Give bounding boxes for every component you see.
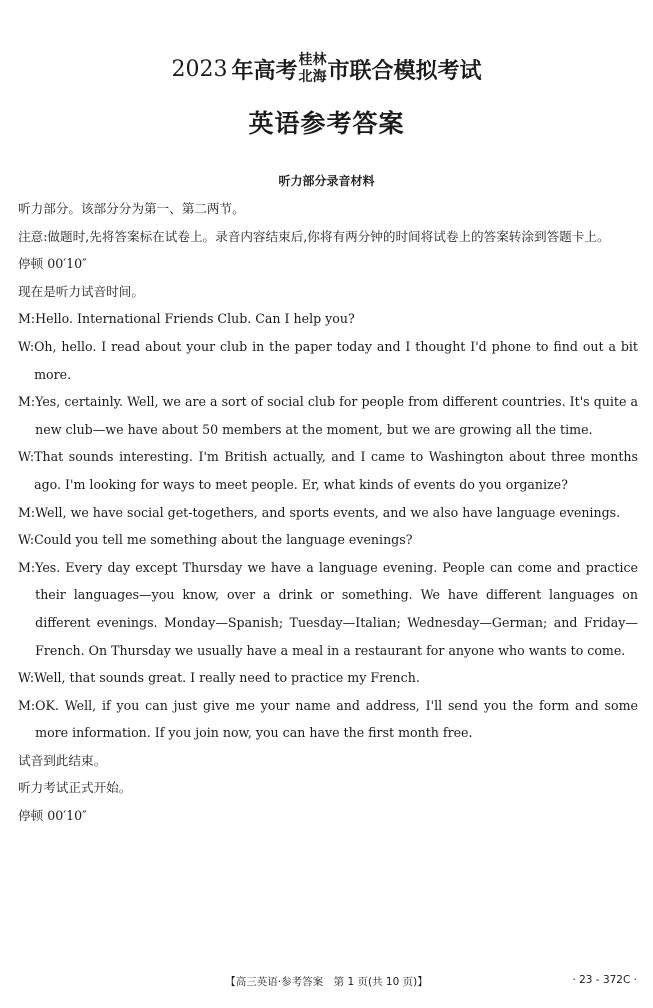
dialogue-line bbox=[18, 388, 638, 443]
footer-code: · 23 - 372C · bbox=[572, 974, 637, 986]
exam-cities bbox=[299, 52, 327, 86]
exam-title-post: 市联合模拟考试 bbox=[327, 58, 482, 84]
dialogue-text: Yes, certainly. Well, we are a sort of social club for people from different countries. It's quite a new club—we have about 50 members at the moment, but we are growing all the time. bbox=[35, 394, 638, 437]
dialogue-line bbox=[18, 333, 638, 388]
footer-page-info: 【高三英语·参考答案 第 1 页(共 10 页)】 bbox=[225, 976, 428, 988]
dialogue-text: OK. Well, if you can just give me your name and address, I'll send you the form and some more information. If you join now, you can have the first month free. bbox=[35, 697, 638, 741]
outro-line: 停顿 00′10″ bbox=[18, 808, 87, 824]
dialogue-line bbox=[18, 692, 638, 747]
document-body bbox=[18, 195, 638, 830]
city-top: 桂林 bbox=[298, 52, 327, 68]
dialogue-line bbox=[18, 526, 638, 554]
dialogue-text: Hello. International Friends Club. Can I help you? bbox=[35, 311, 355, 327]
exam-title-pre: 年高考 bbox=[231, 58, 298, 84]
speaker-label: M: bbox=[18, 311, 36, 327]
city-bottom: 北海 bbox=[298, 69, 327, 85]
speaker-label: W: bbox=[18, 338, 35, 354]
dialogue-text: Yes. Every day except Thursday we have a language evening. People can come and practice their languages—you know, over a drink or something. We have different languages on different evenings. Monday—Spanish; Tuesday—Italian; Wednesday—German; and Friday—French. On Thursday we usually have a meal in a restaurant for anyone who wants to come. bbox=[35, 559, 638, 658]
intro-line: 听力部分。该部分分为第一、第二两节。 bbox=[18, 201, 245, 216]
speaker-label: M: bbox=[18, 394, 36, 410]
dialogue-line bbox=[18, 499, 638, 527]
dialogue-line bbox=[18, 443, 638, 498]
intro-line: 注意:做题时,先将答案标在试卷上。录音内容结束后,你将有两分钟的时间将试卷上的答案转涂到答题卡上。 bbox=[18, 228, 610, 244]
speaker-label: W: bbox=[18, 670, 35, 686]
dialogue-line bbox=[18, 554, 638, 664]
dialogue-text: Oh, hello. I read about your club in the paper today and I thought I'd phone to find out a bit more. bbox=[34, 338, 638, 382]
dialogue-text: That sounds interesting. I'm British actually, and I came to Washington about three months ago. I'm looking for ways to meet people. Er, what kinds of events do you organize? bbox=[34, 449, 638, 492]
dialogue-text: Well, we have social get-togethers, and sports events, and we also have language evenings. bbox=[35, 504, 621, 520]
dialogue-text: Well, that sounds great. I really need to practice my French. bbox=[34, 670, 420, 686]
speaker-label: W: bbox=[18, 532, 35, 548]
dialogue-text: Could you tell me something about the language evenings? bbox=[34, 532, 413, 548]
intro-line: 现在是听力试音时间。 bbox=[18, 283, 144, 299]
section-title: 听力部分录音材料 bbox=[278, 174, 375, 188]
exam-title bbox=[0, 52, 653, 86]
document-subtitle: 英语参考答案 bbox=[248, 109, 405, 138]
outro-line: 试音到此结束。 bbox=[18, 752, 107, 768]
speaker-label: M: bbox=[18, 697, 36, 713]
speaker-label: M: bbox=[18, 559, 36, 575]
dialogue-line bbox=[18, 664, 638, 692]
outro-line: 听力考试正式开始。 bbox=[18, 780, 132, 796]
dialogue-line bbox=[18, 305, 638, 333]
speaker-label: W: bbox=[18, 449, 35, 465]
exam-year: 2023 bbox=[171, 56, 228, 82]
speaker-label: M: bbox=[18, 504, 36, 520]
intro-line: 停顿 00′10″ bbox=[18, 256, 87, 272]
